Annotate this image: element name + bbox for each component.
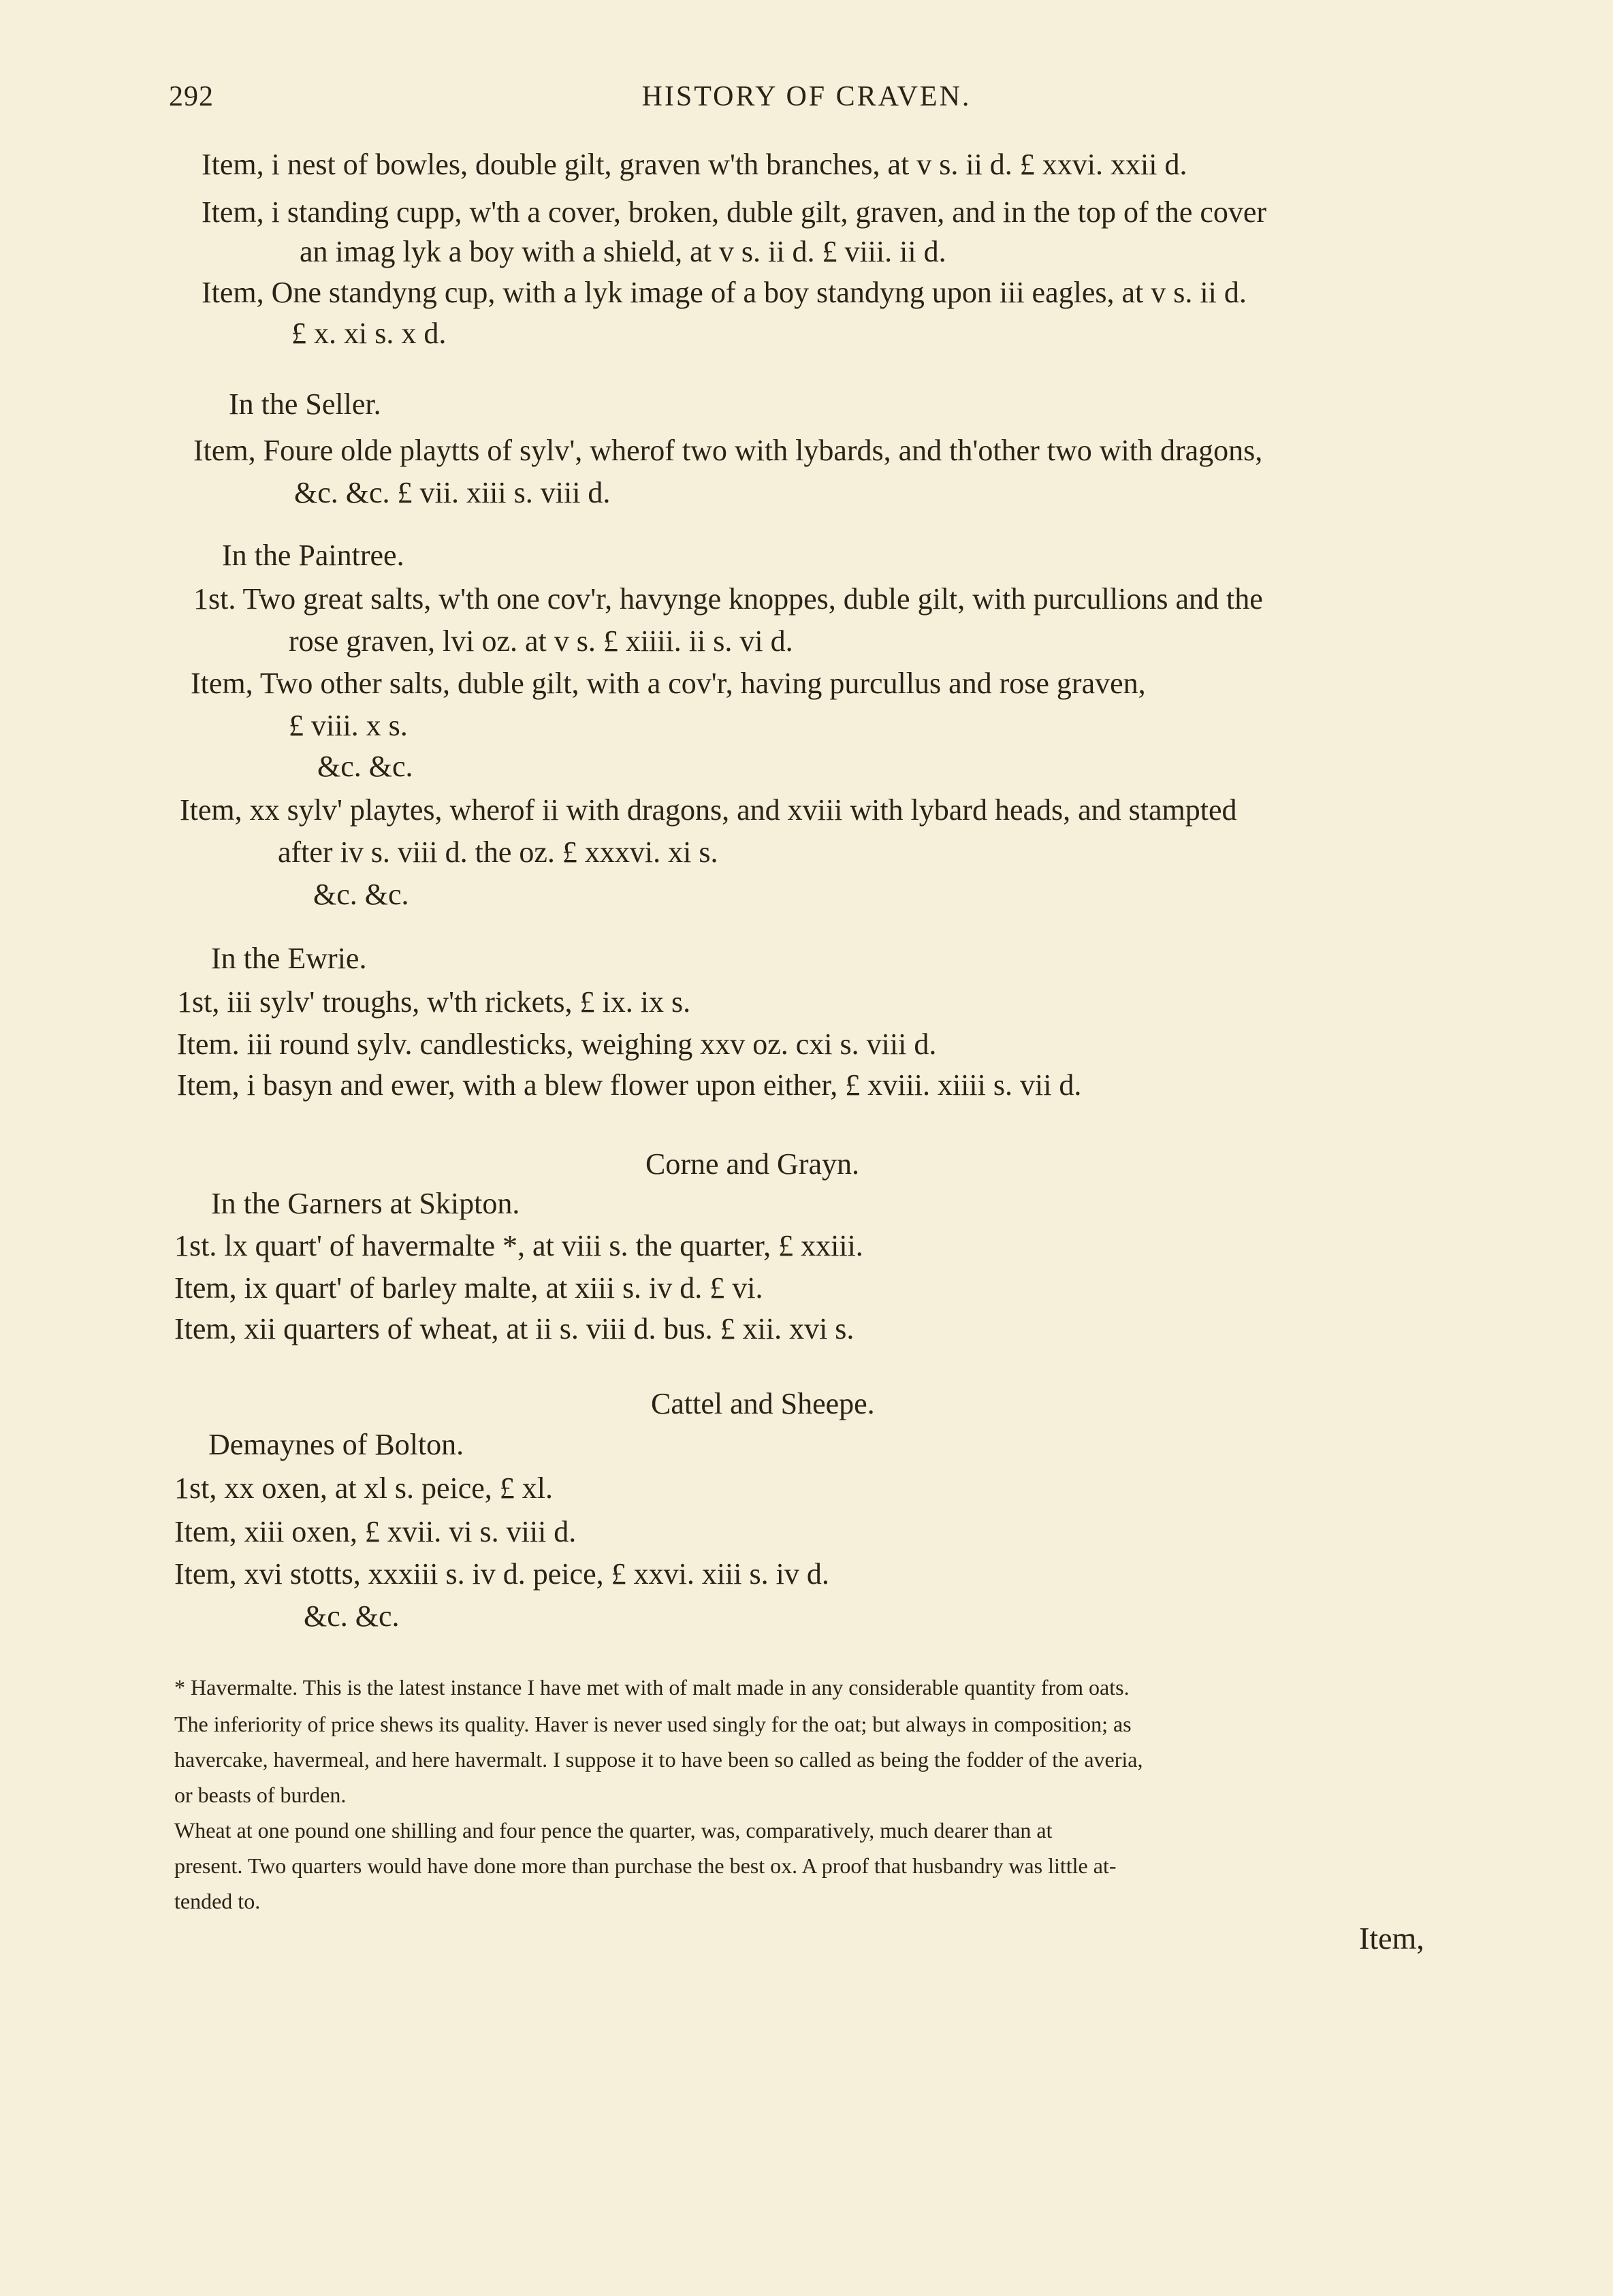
page-number: 292 [169, 81, 214, 112]
section-heading: In the Garners at Skipton. [211, 1187, 520, 1220]
text-line: Item. iii round sylv. candlesticks, weighing xxv oz. cxi s. viii d. [177, 1027, 937, 1061]
text-line: Item, Two other salts, duble gilt, with a cov'r, having purcullus and rose graven, [191, 667, 1146, 700]
text-line: Item, xii quarters of wheat, at ii s. viii d. bus. £ xii. xvi s. [174, 1312, 855, 1345]
section-heading: Cattel and Sheepe. [651, 1387, 875, 1420]
text-line: £ x. xi s. x d. [291, 317, 447, 350]
text-line: &c. &c. [304, 1599, 400, 1633]
text-line: Item, xx sylv' playtes, wherof ii with dragons, and xviii with lybard heads, and stampted [180, 793, 1237, 827]
footnote-line: havercake, havermeal, and here havermalt. I suppose it to have been so called as being the fodder of the averia, [174, 1747, 1143, 1772]
text-line: &c. &c. £ vii. xiii s. viii d. [294, 476, 611, 509]
footnote-line: * Havermalte. This is the latest instance I have met with of malt made in any considerable quantity from oats. [174, 1675, 1130, 1700]
footnote-line: or beasts of burden. [174, 1783, 347, 1807]
text-line: &c. &c. [317, 750, 413, 783]
section-heading: Corne and Grayn. [645, 1147, 860, 1181]
text-line: Item, One standyng cup, with a lyk image of a boy standyng upon iii eagles, at v s. ii d. [202, 276, 1247, 309]
catchword: Item, [1359, 1921, 1424, 1956]
footnote-line: tended to. [174, 1889, 261, 1913]
running-title: HISTORY OF CRAVEN. [641, 81, 972, 112]
text-line: an imag lyk a boy with a shield, at v s. ii d. £ viii. ii d. [300, 235, 946, 268]
footnote-line: The inferiority of price shews its quality. Haver is never used singly for the oat; but always in composition; as [174, 1712, 1132, 1736]
section-heading: In the Ewrie. [211, 942, 367, 975]
text-line: Item, xiii oxen, £ xvii. vi s. viii d. [174, 1515, 577, 1548]
text-line: rose graven, lvi oz. at v s. £ xiiii. ii s. vi d. [289, 624, 793, 658]
text-line: 1st. Two great salts, w'th one cov'r, havynge knoppes, duble gilt, with purcullions and the [193, 582, 1263, 616]
text-line: after iv s. viii d. the oz. £ xxxvi. xi s. [278, 835, 718, 869]
text-line: Item, Foure olde playtts of sylv', wherof two with lybards, and th'other two with dragons, [193, 434, 1263, 467]
section-heading: Demaynes of Bolton. [208, 1428, 464, 1461]
footnote-line: present. Two quarters would have done more than purchase the best ox. A proof that husbandry was little at- [174, 1853, 1117, 1878]
text-line: Item, i basyn and ewer, with a blew flower upon either, £ xviii. xiiii s. vii d. [177, 1068, 1082, 1102]
text-line: £ viii. x s. [289, 709, 408, 742]
footnote-line: Wheat at one pound one shilling and four pence the quarter, was, comparatively, much dearer than at [174, 1818, 1053, 1843]
section-heading: In the Paintree. [222, 539, 404, 572]
text-line: Item, i standing cupp, w'th a cover, broken, duble gilt, graven, and in the top of the cover [202, 195, 1267, 229]
text-line: 1st, xx oxen, at xl s. peice, £ xl. [174, 1471, 554, 1505]
text-line: Item, xvi stotts, xxxiii s. iv d. peice, £ xxvi. xiii s. iv d. [174, 1557, 829, 1591]
text-line: Item, i nest of bowles, double gilt, graven w'th branches, at v s. ii d. £ xxvi. xxii d. [202, 148, 1187, 181]
text-line: Item, ix quart' of barley malte, at xiii s. iv d. £ vi. [174, 1271, 763, 1305]
text-line: 1st. lx quart' of havermalte *, at viii s. the quarter, £ xxiii. [174, 1229, 863, 1262]
text-line: 1st, iii sylv' troughs, w'th rickets, £ ix. ix s. [177, 985, 691, 1019]
section-heading: In the Seller. [229, 387, 381, 421]
text-line: &c. &c. [313, 878, 409, 911]
